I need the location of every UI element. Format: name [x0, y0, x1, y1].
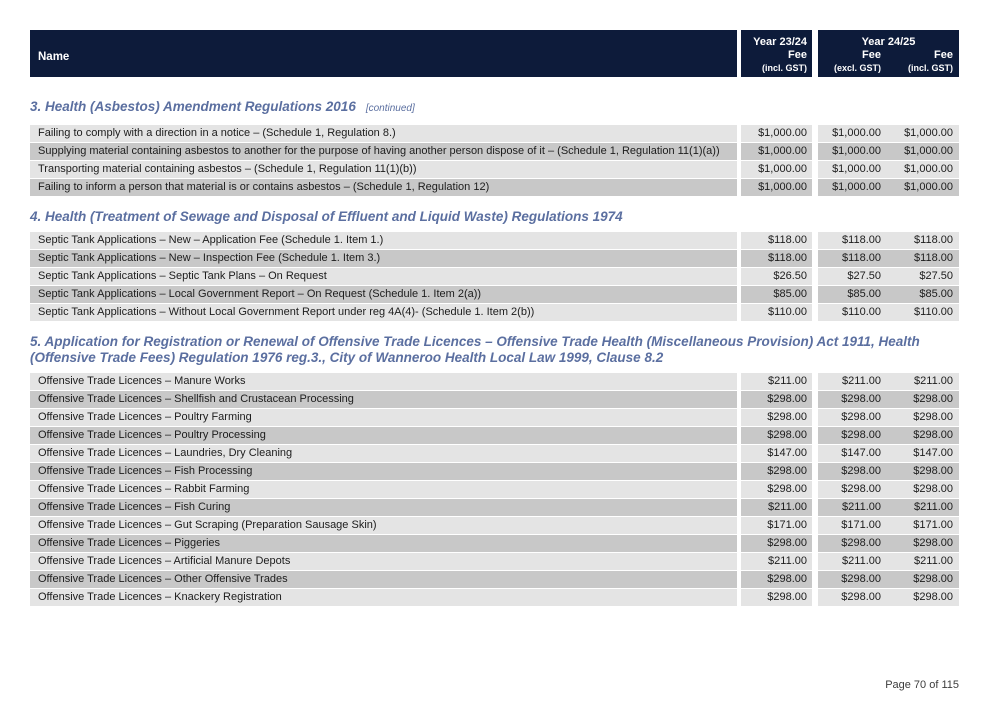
fee-2425-incl-cell: $1,000.00 [886, 179, 959, 196]
fee-2425-incl-cell: $1,000.00 [886, 125, 959, 142]
row-name-cell: Offensive Trade Licences – Manure Works [30, 373, 737, 390]
header-year-2324-gst-label: (incl. GST) [762, 62, 807, 73]
fee-2324-incl-cell: $26.50 [741, 268, 812, 285]
fee-row [30, 445, 959, 462]
fee-2324-incl-cell: $1,000.00 [741, 125, 812, 142]
fee-row [30, 373, 959, 390]
fee-2425-incl-cell: $118.00 [886, 232, 959, 249]
fee-2425-block [818, 268, 959, 285]
fee-2425-block [818, 391, 959, 408]
fee-2425-excl-cell: $298.00 [818, 391, 886, 408]
fee-row [30, 268, 959, 285]
fee-2425-excl-cell: $110.00 [818, 304, 886, 321]
fee-2425-incl-cell: $298.00 [886, 427, 959, 444]
fee-2425-incl-cell: $1,000.00 [886, 161, 959, 178]
row-name-cell: Failing to inform a person that material is or contains asbestos – (Schedule 1, Regulation 12) [30, 179, 737, 196]
row-name-cell: Septic Tank Applications – Septic Tank Plans – On Request [30, 268, 737, 285]
fee-2324-incl-cell: $171.00 [741, 517, 812, 534]
fee-2324-incl-cell: $211.00 [741, 499, 812, 516]
fee-2324-incl-cell: $118.00 [741, 232, 812, 249]
fee-section [30, 334, 959, 606]
fee-row [30, 391, 959, 408]
fee-2425-incl-cell: $298.00 [886, 481, 959, 498]
fee-2425-excl-cell: $1,000.00 [818, 143, 886, 160]
fee-2425-block [818, 445, 959, 462]
fee-2425-excl-cell: $85.00 [818, 286, 886, 303]
section-heading [30, 209, 959, 225]
fee-2425-block [818, 463, 959, 480]
header-year-2425-cell [818, 30, 959, 77]
fee-2425-block [818, 373, 959, 390]
fee-2324-incl-cell: $298.00 [741, 589, 812, 606]
fee-2425-incl-cell: $211.00 [886, 373, 959, 390]
fee-table [30, 373, 959, 606]
header-year-2425-fee-excl-label: Fee [862, 48, 881, 61]
fee-2425-block [818, 286, 959, 303]
fee-2425-excl-cell: $147.00 [818, 445, 886, 462]
header-year-2324-cell [741, 30, 812, 77]
row-name-cell: Offensive Trade Licences – Poultry Farming [30, 409, 737, 426]
fee-2425-excl-cell: $298.00 [818, 535, 886, 552]
fee-2425-block [818, 427, 959, 444]
header-name-label: Name [38, 51, 70, 63]
row-name-cell: Septic Tank Applications – Local Government Report – On Request (Schedule 1. Item 2(a)) [30, 286, 737, 303]
header-name-cell [30, 30, 737, 77]
header-year-2425-gst-incl-label: (incl. GST) [908, 62, 953, 73]
row-name-cell: Septic Tank Applications – New – Inspection Fee (Schedule 1. Item 3.) [30, 250, 737, 267]
fee-2425-incl-cell: $27.50 [886, 268, 959, 285]
fee-2425-excl-cell: $1,000.00 [818, 179, 886, 196]
fee-2425-excl-cell: $298.00 [818, 409, 886, 426]
row-name-cell: Offensive Trade Licences – Knackery Registration [30, 589, 737, 606]
row-name-cell: Supplying material containing asbestos to another for the purpose of having another person dispose of it – (Schedule 1, Regulation 11(1)(a)) [30, 143, 737, 160]
fee-2425-incl-cell: $85.00 [886, 286, 959, 303]
row-name-cell: Offensive Trade Licences – Piggeries [30, 535, 737, 552]
fee-2425-excl-cell: $1,000.00 [818, 161, 886, 178]
fee-row [30, 179, 959, 196]
fee-row [30, 535, 959, 552]
fee-row [30, 409, 959, 426]
fee-2425-block [818, 409, 959, 426]
header-year-2425-label: Year 24/25 [861, 35, 916, 48]
fee-2425-incl-cell: $1,000.00 [886, 143, 959, 160]
fee-row [30, 499, 959, 516]
row-name-cell: Septic Tank Applications – New – Application Fee (Schedule 1. Item 1.) [30, 232, 737, 249]
fee-row [30, 571, 959, 588]
fee-2425-block [818, 232, 959, 249]
fee-2425-incl-cell: $298.00 [886, 571, 959, 588]
fee-2324-incl-cell: $298.00 [741, 571, 812, 588]
fee-2425-incl-cell: $147.00 [886, 445, 959, 462]
fee-2425-incl-cell: $298.00 [886, 535, 959, 552]
fee-2425-incl-cell: $298.00 [886, 391, 959, 408]
section-heading-text: 3. Health (Asbestos) Amendment Regulations 2016 [30, 99, 356, 114]
fee-2324-incl-cell: $298.00 [741, 427, 812, 444]
fee-2425-excl-cell: $27.50 [818, 268, 886, 285]
fee-2425-block [818, 589, 959, 606]
fee-table [30, 125, 959, 196]
section-heading-text: 4. Health (Treatment of Sewage and Disposal of Effluent and Liquid Waste) Regulations 1974 [30, 208, 623, 224]
header-year-2425-gst-excl-label: (excl. GST) [833, 62, 881, 73]
header-year-2324-label: Year 23/24 [753, 35, 807, 48]
fee-2425-block [818, 553, 959, 570]
header-year-2324-fee-label: Fee [788, 48, 807, 61]
section-heading [30, 334, 959, 365]
fee-row [30, 232, 959, 249]
fee-2425-block [818, 250, 959, 267]
fee-2425-excl-cell: $298.00 [818, 571, 886, 588]
fee-row [30, 481, 959, 498]
fee-2425-block [818, 304, 959, 321]
fee-row [30, 427, 959, 444]
row-name-cell: Offensive Trade Licences – Poultry Processing [30, 427, 737, 444]
fee-row [30, 463, 959, 480]
fee-2425-block [818, 125, 959, 142]
page-number: Page 70 of 115 [885, 679, 959, 691]
fee-2324-incl-cell: $298.00 [741, 409, 812, 426]
section-heading-text: 5. Application for Registration or Renewal of Offensive Trade Licences – Offensive Trade Health (Miscellaneous Provision) Act 1911, Health (Offensive Trade Fees) Regulation 1976 reg.3., City of Wanneroo Health Local Law 1999, Clause 8.2 [30, 334, 920, 365]
section-continued-label: [continued] [365, 103, 415, 114]
fee-2425-block [818, 535, 959, 552]
fee-2425-excl-cell: $211.00 [818, 553, 886, 570]
fee-section [30, 209, 959, 322]
fee-2324-incl-cell: $1,000.00 [741, 143, 812, 160]
fee-2425-block [818, 517, 959, 534]
row-name-cell: Transporting material containing asbestos – (Schedule 1, Regulation 11(1)(b)) [30, 161, 737, 178]
fee-2425-excl-cell: $211.00 [818, 373, 886, 390]
fee-row [30, 589, 959, 606]
row-name-cell: Offensive Trade Licences – Laundries, Dry Cleaning [30, 445, 737, 462]
fee-2425-block [818, 143, 959, 160]
fee-2324-incl-cell: $298.00 [741, 463, 812, 480]
fee-2425-block [818, 161, 959, 178]
fee-2425-block [818, 179, 959, 196]
fee-2425-excl-cell: $118.00 [818, 232, 886, 249]
fee-2425-incl-cell: $298.00 [886, 463, 959, 480]
fee-2324-incl-cell: $211.00 [741, 553, 812, 570]
fee-2425-excl-cell: $298.00 [818, 589, 886, 606]
fee-2324-incl-cell: $147.00 [741, 445, 812, 462]
fee-2425-excl-cell: $298.00 [818, 481, 886, 498]
fee-2425-excl-cell: $298.00 [818, 463, 886, 480]
sections-container [30, 77, 959, 607]
fee-2425-excl-cell: $171.00 [818, 517, 886, 534]
fee-2324-incl-cell: $1,000.00 [741, 179, 812, 196]
fee-2425-excl-cell: $298.00 [818, 427, 886, 444]
row-name-cell: Offensive Trade Licences – Fish Curing [30, 499, 737, 516]
fee-2425-incl-cell: $110.00 [886, 304, 959, 321]
row-name-cell: Offensive Trade Licences – Rabbit Farming [30, 481, 737, 498]
fee-2324-incl-cell: $118.00 [741, 250, 812, 267]
row-name-cell: Offensive Trade Licences – Fish Processing [30, 463, 737, 480]
fee-2324-incl-cell: $110.00 [741, 304, 812, 321]
fee-2425-incl-cell: $211.00 [886, 553, 959, 570]
fee-row [30, 143, 959, 160]
fee-2425-incl-cell: $298.00 [886, 589, 959, 606]
fee-row [30, 125, 959, 142]
fee-2425-block [818, 499, 959, 516]
fee-2324-incl-cell: $298.00 [741, 481, 812, 498]
fee-2324-incl-cell: $85.00 [741, 286, 812, 303]
row-name-cell: Offensive Trade Licences – Shellfish and Crustacean Processing [30, 391, 737, 408]
fee-2324-incl-cell: $298.00 [741, 391, 812, 408]
fee-table [30, 232, 959, 321]
fee-2425-excl-cell: $1,000.00 [818, 125, 886, 142]
fee-row [30, 517, 959, 534]
fee-2324-incl-cell: $1,000.00 [741, 161, 812, 178]
fee-2425-incl-cell: $211.00 [886, 499, 959, 516]
fee-2425-incl-cell: $118.00 [886, 250, 959, 267]
fee-2425-block [818, 571, 959, 588]
fee-row [30, 304, 959, 321]
fee-table-header [30, 30, 959, 77]
fee-2324-incl-cell: $211.00 [741, 373, 812, 390]
fee-row [30, 286, 959, 303]
fee-2425-block [818, 481, 959, 498]
header-year-2425-fee-incl-label: Fee [934, 48, 953, 61]
fee-2425-excl-cell: $118.00 [818, 250, 886, 267]
row-name-cell: Offensive Trade Licences – Gut Scraping (Preparation Sausage Skin) [30, 517, 737, 534]
fee-row [30, 553, 959, 570]
row-name-cell: Failing to comply with a direction in a notice – (Schedule 1, Regulation 8.) [30, 125, 737, 142]
fee-2425-incl-cell: $298.00 [886, 409, 959, 426]
fee-2425-excl-cell: $211.00 [818, 499, 886, 516]
fee-row [30, 161, 959, 178]
row-name-cell: Offensive Trade Licences – Other Offensive Trades [30, 571, 737, 588]
fee-row [30, 250, 959, 267]
fee-2324-incl-cell: $298.00 [741, 535, 812, 552]
fee-section [30, 99, 959, 196]
fee-2425-incl-cell: $171.00 [886, 517, 959, 534]
row-name-cell: Offensive Trade Licences – Artificial Manure Depots [30, 553, 737, 570]
section-heading [30, 99, 959, 117]
row-name-cell: Septic Tank Applications – Without Local Government Report under reg 4A(4)- (Schedule 1. Item 2(b)) [30, 304, 737, 321]
